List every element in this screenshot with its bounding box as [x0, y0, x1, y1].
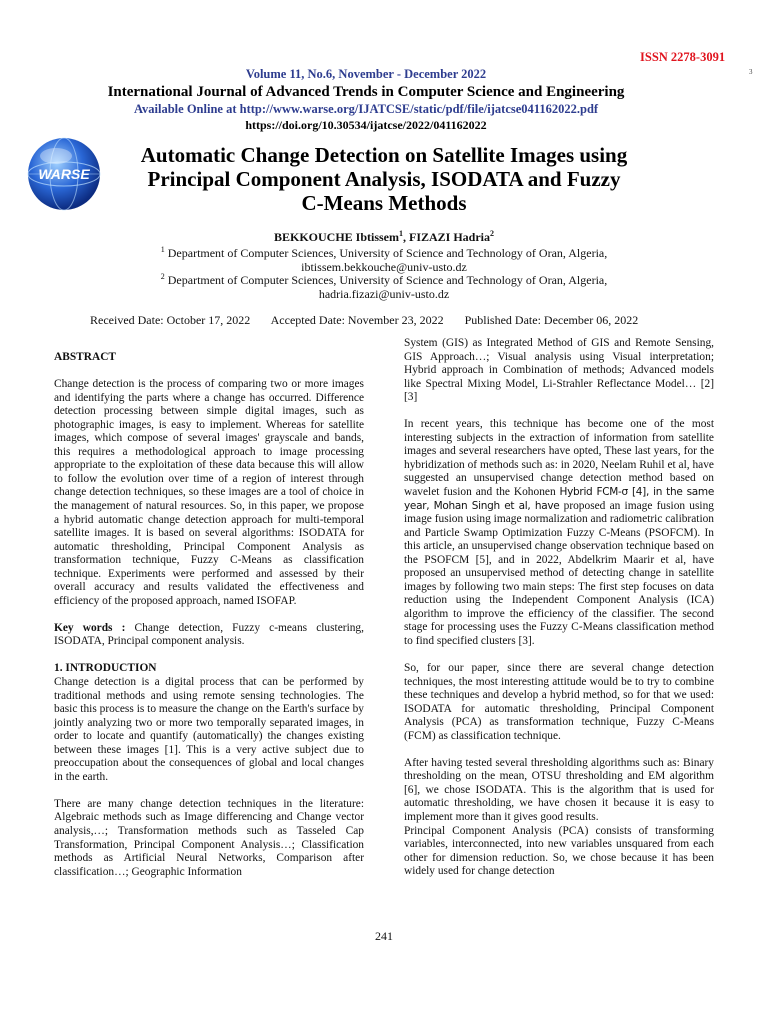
- logo-text: WARSE: [38, 166, 90, 182]
- paper-title: [98, 143, 670, 215]
- author-1: BEKKOUCHE Ibtissem: [273, 230, 399, 244]
- right-paragraph-2-part-a: In recent years, this technique has become one of the most interesting subjects in the extraction of information from satellite images and several researchers have opted, These last years, for the hybridization of methods such as: in 2020, Neelam Ruhil et al, have suggested an unsupervised change detection method based on wavelet fusion and the Kohonen: [404, 418, 714, 498]
- left-column: [54, 351, 364, 893]
- author-2-sup: 2: [490, 229, 495, 238]
- title-line-3: C-Means Methods: [301, 191, 467, 215]
- intro-heading: 1. INTRODUCTION: [54, 662, 157, 675]
- right-paragraph-2: [404, 418, 714, 648]
- accepted-date: Accepted Date: November 23, 2022: [270, 313, 444, 327]
- dates-line: [90, 313, 690, 328]
- author-1-sup: 1: [399, 229, 403, 238]
- volume-line: Volume 11, No.6, November - December 2022: [245, 67, 487, 81]
- title-line-1: Automatic Change Detection on Satellite Images using: [140, 143, 628, 167]
- available-online-link[interactable]: Available Online at http://www.warse.org/IJATCSE/static/pdf/file/ijatcse041162022.pdf: [133, 102, 599, 116]
- authors-line: [0, 230, 768, 245]
- abstract-heading: ABSTRACT: [54, 351, 117, 363]
- journal-title: International Journal of Advanced Trends in Computer Science and Engineering: [107, 84, 625, 100]
- affiliation-1-dept: Department of Computer Sciences, University of Science and Technology of Oran, Algeria,: [167, 246, 608, 260]
- affiliation-2-dept: Department of Computer Sciences, University of Science and Technology of Oran, Algeria,: [167, 273, 608, 287]
- right-column: [404, 337, 714, 892]
- right-paragraph-2-handwritten: Hybrid FCM-σ [4], in the same year, Mohan Singh et al, have: [404, 485, 714, 512]
- affiliation-1-email[interactable]: ibtissem.bekkouche@univ-usto.dz: [301, 260, 467, 274]
- page-number: 241: [375, 929, 393, 943]
- affiliation-1: [0, 246, 768, 274]
- affiliation-2-email[interactable]: hadria.fizazi@univ-usto.dz: [318, 287, 450, 301]
- keywords-label: Key words :: [54, 621, 135, 634]
- keywords: [54, 622, 364, 649]
- title-line-2: Principal Component Analysis, ISODATA and Fuzzy: [147, 167, 621, 191]
- right-paragraph-4: After having tested several thresholding algorithms such as: Binary thresholding on the mean, OTSU thresholding and EM algorithm [6], we chose ISODATA. This is the algorithm that is used for automatic thresholding, we have chosen it because it is easy to implement more than it gives good results.: [404, 756, 714, 823]
- affiliation-2: [0, 273, 768, 301]
- warse-logo: [26, 136, 102, 212]
- right-paragraph-1: System (GIS) as Integrated Method of GIS and Remote Sensing, GIS Approach…; Visual analysis using Visual interpretation; Hybrid approach in Combination of methods; Advanced models like Spectral Mixing Model, Li-Strahler Reflectance Model… [2][3]: [404, 337, 714, 404]
- abstract-text: Change detection is the process of comparing two or more images and identifying the parts where a change has occurred. Difference detection processing between simple digital images, such as photographic images, is easy to implement. Whereas for satellite images, which compose of several images' grayscale and bands, this requires a methodological approach to image processing appropriate to the exploitation of these data because this will allow to follow the evolution over time of a region of interest through change detection techniques, so these images are a tool of choice in the management of natural resources. So, in this paper, we propose a hybrid automatic change detection approach for multi-temporal satellite images. It is based on several algorithms: ISODATA for automatic thresholding, Principal Component Analysis as transformation technique, Fuzzy C-Means as classification technique. Experiments were performed and assessed by their overall accuracy and results validated the effectiveness and efficiency of the proposed approach, named ISOFAP.: [54, 378, 364, 607]
- published-date: Published Date: December 06, 2022: [464, 313, 639, 327]
- intro-paragraph-1: Change detection is a digital process that can be performed by traditional methods and using remote sensing technologies. The basic this process is to measure the change on the Earth's surface by jointly analyzing two or more two temporally separated images, in order to locate and quantify (automatically) the changes existing between these images [1]. This is a very active subject due to preoccupation about the consequences of global and local changes in the earth.: [54, 675, 364, 783]
- keywords-text: Change detection, Fuzzy c-means clustering, ISODATA, Principal component analysis.: [54, 621, 364, 648]
- received-date: Received Date: October 17, 2022: [90, 313, 251, 327]
- doi-link[interactable]: https://doi.org/10.30534/ijatcse/2022/041162022: [245, 118, 487, 132]
- author-2: FIZAZI Hadria: [409, 230, 491, 244]
- corner-mark: 3: [749, 68, 753, 76]
- intro-paragraph-2: There are many change detection techniques in the literature: Algebraic methods such as Image differencing and Change vector analysis,…; Transformation methods such as Tasseled Cap Transformation, Principal Component Analysis…; Classification methods as Artificial Neural Networks, Comparison after classification…; Geographic Information: [54, 797, 364, 878]
- issn-label: ISSN 2278-3091: [640, 50, 726, 64]
- author-separator: ,: [403, 230, 409, 244]
- right-paragraph-5: Principal Component Analysis (PCA) consists of transforming variables, interconnected, into new variables unsquared from each other for dimension reduction. So, we chose because it has been widely used for change detection: [404, 824, 714, 878]
- affiliation-2-sup: 2: [160, 272, 165, 281]
- affiliation-1-sup: 1: [160, 245, 165, 254]
- right-paragraph-2-part-b: proposed an image fusion using image fusion using image normalization and radiometric calibration and Particle Swamp Optimization Fuzzy C-Means (PSOFCM). In this article, an unsupervised change observation technique based on the PSOFCM [5], and in 2022, Abdelkrim Maarir et al, have proposed an unsupervised method of detecting change in satellite images by following two main steps: The first step focuses on data reduction using the Independent Component Analysis (ICA) algorithm to improve the efficiency of the classifier. The second stage for processing uses the Fuzzy C-Means classification method to find specified clusters [3].: [404, 499, 714, 647]
- right-paragraph-3: So, for our paper, since there are several change detection techniques, the most interesting attitude would be to try to combine these techniques and develop a hybrid method, so for that we used: ISODATA for automatic thresholding, Principal Component Analysis (PCA) as transformation technique, Fuzzy C-Means (FCM) as classification technique.: [404, 662, 714, 742]
